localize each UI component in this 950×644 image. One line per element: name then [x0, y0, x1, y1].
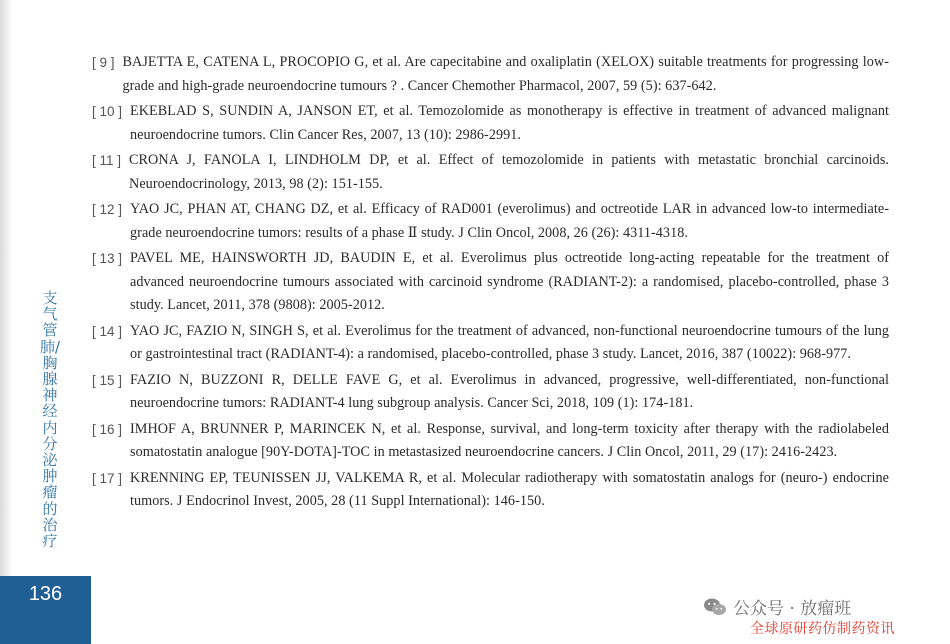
reference-item	[92, 320, 889, 367]
reference-text: PAVEL ME, HAINSWORTH JD, BAUDIN E, et al. Everolimus plus octreotide long-acting repeatable for the treatment of advanced neuroendocrine tumours associated with carcinoid syndrome (RADIANT-2): a randomised, placebo-controlled, phase 3 study. Lancet, 2011, 378 (9808): 2005-2012.	[130, 250, 889, 313]
reference-text: CRONA J, FANOLA I, LINDHOLM DP, et al. Effect of temozolomide in patients with metastatic bronchial carcinoids. Neuroendocrinology, 2013, 98 (2): 151-155.	[129, 152, 889, 192]
reference-number: [ 17 ]	[92, 470, 123, 486]
source-stamp: 全球原研药仿制药资讯	[750, 621, 895, 637]
reference-number: [ 15 ]	[92, 372, 123, 388]
page-edge-shadow	[0, 0, 12, 644]
reference-number: [ 10 ]	[92, 104, 123, 119]
reference-number: [ 16 ]	[92, 421, 123, 437]
reference-text: BAJETTA E, CATENA L, PROCOPIO G, et al. Are capecitabine and oxaliplatin (XELOX) suitable treatments for progressing low-grade and high-grade neuroendocrine tumours ? . Cancer Chemother Pharmacol, 2007, 59 (5): 637-642.	[122, 54, 889, 94]
reference-item	[92, 149, 889, 196]
reference-list	[92, 51, 889, 516]
reference-item	[92, 198, 889, 245]
watermark-text: 公众号 · 放瘤班	[733, 599, 852, 619]
page-number: 136	[28, 583, 63, 605]
reference-item	[92, 100, 889, 147]
reference-number: [ 12 ]	[92, 202, 123, 217]
reference-number: [ 13 ]	[92, 251, 123, 266]
wechat-icon	[703, 597, 727, 617]
reference-item	[92, 467, 889, 514]
reference-number: [ 11 ]	[92, 153, 122, 168]
reference-text: IMHOF A, BRUNNER P, MARINCEK N, et al. Response, survival, and long-term toxicity after therapy with the radiolabeled somatostatin analogue [90Y-DOTA]-TOC in metastasized neuroendocrine cancers. J Clin Oncol, 2011, 29 (17): 2416-2423.	[130, 420, 889, 460]
reference-text: YAO JC, FAZIO N, SINGH S, et al. Everolimus for the treatment of advanced, non-functional neuroendocrine tumours of the lung or gastrointestinal tract (RADIANT-4): a randomised, placebo-controlled, phase 3 study. Lancet, 2016, 387 (10022): 968-977.	[130, 322, 889, 362]
reference-number: [ 9 ]	[92, 55, 115, 70]
reference-item	[92, 369, 889, 416]
reference-text: EKEBLAD S, SUNDIN A, JANSON ET, et al. Temozolomide as monotherapy is effective in treatment of advanced malignant neuroendocrine tumors. Clin Cancer Res, 2007, 13 (10): 2986-2991.	[130, 103, 889, 143]
reference-item	[92, 51, 889, 98]
chapter-sidebar-title: 支气管肺/胸腺神经内分泌肿瘤的治疗	[40, 289, 61, 551]
reference-item	[92, 418, 889, 465]
reference-number: [ 14 ]	[92, 323, 123, 339]
reference-text: YAO JC, PHAN AT, CHANG DZ, et al. Efficacy of RAD001 (everolimus) and octreotide LAR in advanced low-to intermediate-grade neuroendocrine tumors: results of a phase Ⅱ study. J Clin Oncol, 2008, 26 (26): 4311-4318.	[130, 201, 889, 241]
reference-item	[92, 247, 889, 318]
reference-text: FAZIO N, BUZZONI R, DELLE FAVE G, et al. Everolimus in advanced, progressive, well-differentiated, non-functional neuroendocrine tumors: RADIANT-4 lung subgroup analysis. Cancer Sci, 2018, 109 (1): 174-181.	[130, 371, 889, 411]
reference-text: KRENNING EP, TEUNISSEN JJ, VALKEMA R, et al. Molecular radiotherapy with somatostatin analogs for (neuro-) endocrine tumors. J Endocrinol Invest, 2005, 28 (11 Suppl International): 146-150.	[130, 469, 889, 509]
wechat-watermark	[703, 594, 851, 619]
